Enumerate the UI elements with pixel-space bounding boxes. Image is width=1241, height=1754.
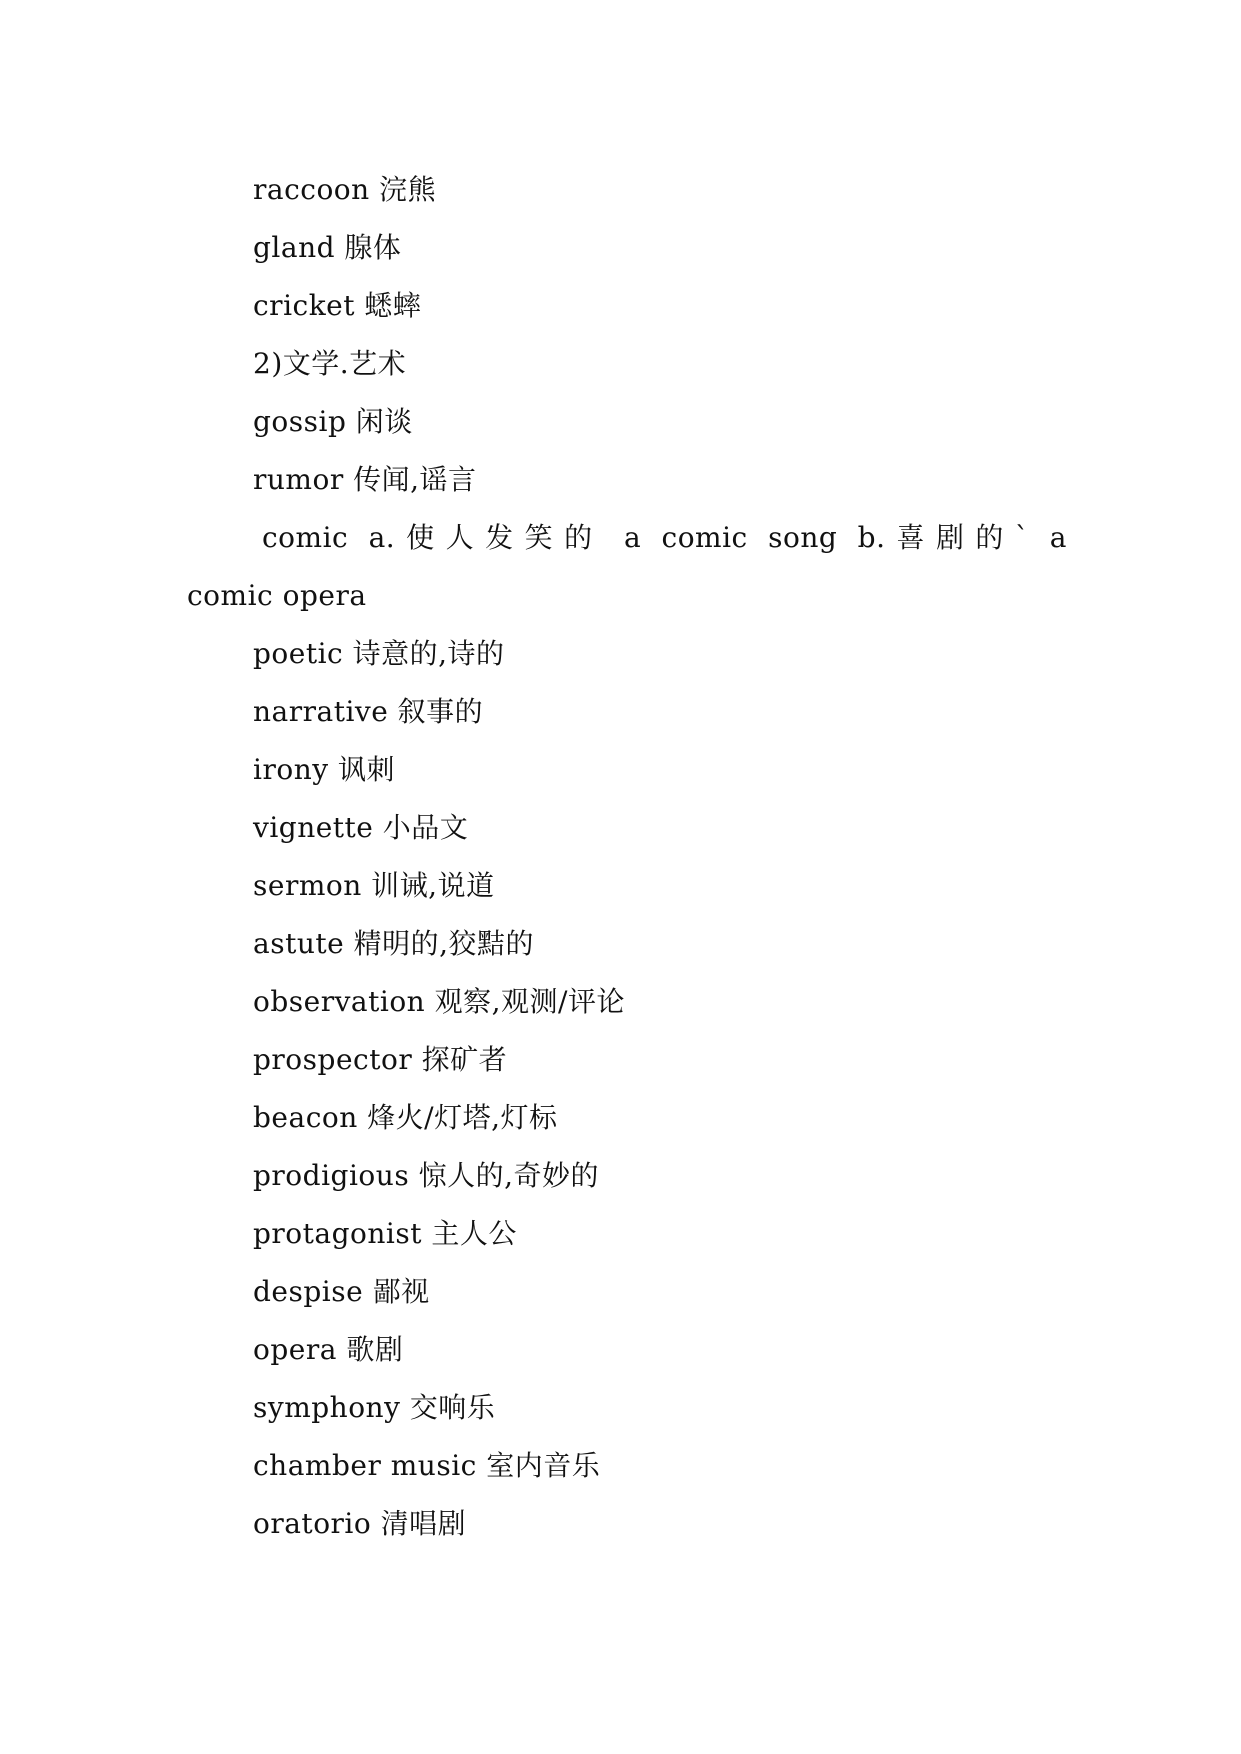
vocab-line-poetic: poetic 诗意的,诗的 (253, 637, 505, 670)
vocab-line-symphony: symphony 交响乐 (253, 1391, 496, 1424)
vocab-line-vignette: vignette 小品文 (253, 811, 469, 844)
vocab-line-chamber-music: chamber music 室内音乐 (253, 1449, 601, 1482)
vocab-line-rumor: rumor 传闻,谣言 (253, 463, 477, 496)
vocab-line-gland: gland 腺体 (253, 231, 402, 264)
vocab-line-comic: comic a.使人发笑的 a comic song b.喜剧的` a (262, 521, 1067, 554)
vocab-line-gossip: gossip 闲谈 (253, 405, 413, 438)
vocab-line-narrative: narrative 叙事的 (253, 695, 484, 728)
vocab-line-opera: opera 歌剧 (253, 1333, 404, 1366)
vocab-line-despise: despise 鄙视 (253, 1275, 430, 1308)
vocab-line-comic-continuation: comic opera (187, 579, 367, 612)
vocabulary-list (187, 161, 1067, 1553)
vocab-line-oratorio: oratorio 清唱剧 (253, 1507, 467, 1540)
vocab-line-raccoon: raccoon 浣熊 (253, 173, 437, 206)
vocab-line-prospector: prospector 探矿者 (253, 1043, 508, 1076)
vocab-line-cricket: cricket 蟋蟀 (253, 289, 422, 322)
vocab-line-irony: irony 讽刺 (253, 753, 395, 786)
vocab-line-observation: observation 观察,观测/评论 (253, 985, 625, 1018)
vocab-line-prodigious: prodigious 惊人的,奇妙的 (253, 1159, 599, 1192)
section-heading-literature-art: 2)文学.艺术 (253, 347, 407, 380)
vocab-line-protagonist: protagonist 主人公 (253, 1217, 517, 1250)
vocab-line-beacon: beacon 烽火/灯塔,灯标 (253, 1101, 558, 1134)
vocab-line-astute: astute 精明的,狡黠的 (253, 927, 534, 960)
vocab-line-sermon: sermon 训诫,说道 (253, 869, 495, 902)
